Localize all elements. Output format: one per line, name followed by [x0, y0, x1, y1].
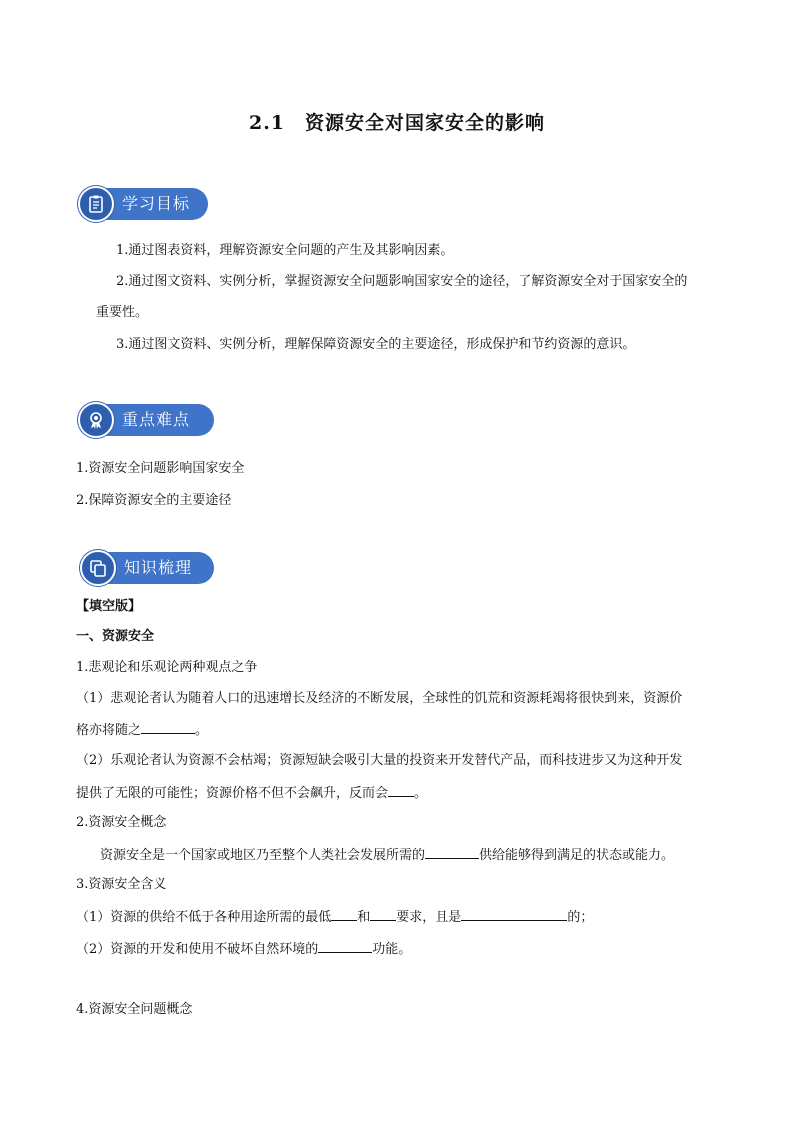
text-fragment: 要求，且是	[396, 910, 462, 925]
section-label-key-points: 重点难点	[96, 404, 214, 436]
fill-blank[interactable]	[318, 938, 372, 953]
text-fragment: 供给能够得到满足的状态或能力。	[479, 848, 675, 863]
section-banner-knowledge	[80, 550, 214, 586]
section-banner-key-points	[78, 402, 214, 438]
section-label-knowledge: 知识梳理	[98, 552, 214, 584]
paragraph-line	[76, 938, 411, 960]
subheading: 1.悲观论和乐观论两种观点之争	[76, 660, 258, 675]
fill-blank[interactable]	[331, 906, 357, 921]
paragraph-line	[76, 719, 208, 741]
text-fragment: 格亦将随之	[76, 723, 142, 738]
fill-blank[interactable]	[425, 844, 479, 859]
fill-blank[interactable]	[461, 906, 567, 921]
text-fragment: 的；	[567, 910, 594, 925]
section-label-goals: 学习目标	[96, 188, 208, 220]
text-fragment: 功能。	[372, 942, 412, 957]
fill-blank[interactable]	[388, 782, 414, 797]
text-fragment: （2）资源的开发和使用不破坏自然环境的	[76, 942, 319, 957]
text-fragment: 资源安全是一个国家或地区乃至整个人类社会发展所需的	[100, 848, 426, 863]
paragraph-line: （2）乐观论者认为资源不会枯竭；资源短缺会吸引大量的投资来开发替代产品，而科技进步又为这种开发	[76, 753, 683, 768]
copy-pages-icon	[80, 550, 116, 586]
paragraph-line: （1）悲观论者认为随着人口的迅速增长及经济的不断发展，全球性的饥荒和资源耗竭将很快到来，资源价	[76, 691, 683, 706]
fill-blank[interactable]	[141, 719, 195, 734]
goal-item: 1.通过图表资料，理解资源安全问题的产生及其影响因素。	[116, 243, 454, 258]
page-title: 2.1 资源安全对国家安全的影响	[248, 112, 546, 134]
text-fragment: 提供了无限的可能性；资源价格不但不会飙升，反而会	[76, 786, 389, 801]
text-fragment: 和	[357, 910, 371, 925]
goal-item: 3.通过图文资料、实例分析，理解保障资源安全的主要途径，形成保护和节约资源的意识。	[116, 337, 636, 352]
paragraph-line	[76, 906, 593, 928]
goal-item: 2.通过图文资料、实例分析，掌握资源安全问题影响国家安全的途径，了解资源安全对于国家安全的	[116, 274, 688, 289]
subheading: 2.资源安全概念	[76, 815, 167, 830]
paragraph-line	[100, 844, 674, 866]
text-fragment: （1）资源的供给不低于各种用途所需的最低	[76, 910, 332, 925]
subheading: 4.资源安全问题概念	[76, 1002, 193, 1017]
text-fragment: 。	[195, 723, 209, 738]
heading-resource-security: 一、资源安全	[76, 629, 155, 644]
text-fragment: 。	[414, 786, 428, 801]
award-ribbon-icon	[78, 402, 114, 438]
subheading: 3.资源安全含义	[76, 877, 167, 892]
version-label: 【填空版】	[76, 599, 142, 614]
clipboard-icon	[78, 186, 114, 222]
goal-item: 重要性。	[96, 305, 149, 320]
fill-blank[interactable]	[370, 906, 396, 921]
key-point-item: 2.保障资源安全的主要途径	[76, 493, 232, 508]
key-point-item: 1.资源安全问题影响国家安全	[76, 461, 245, 476]
paragraph-line	[76, 782, 427, 804]
section-banner-goals	[78, 186, 208, 222]
